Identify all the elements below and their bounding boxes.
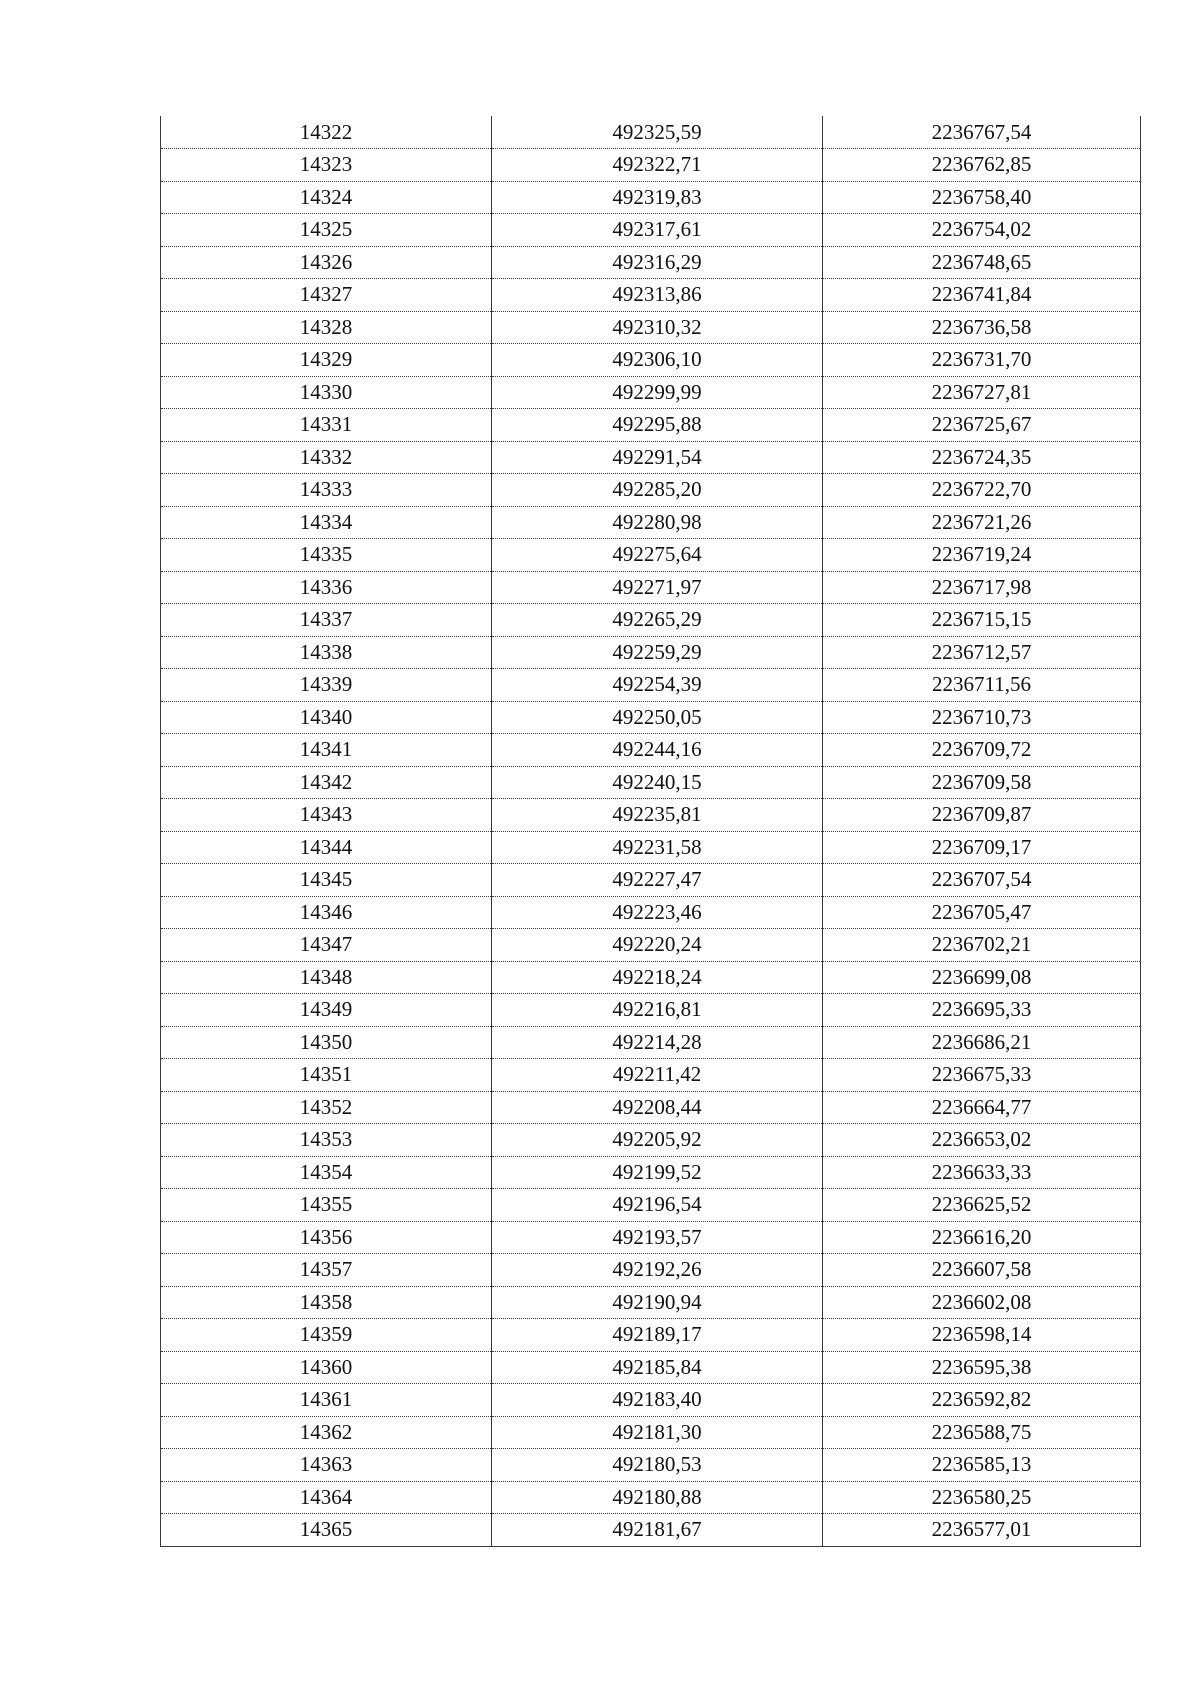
y-coordinate-cell: 2236598,14: [823, 1319, 1141, 1352]
point-number-cell: 14341: [161, 734, 492, 767]
point-number-cell: 14336: [161, 571, 492, 604]
x-coordinate-cell: 492235,81: [492, 799, 823, 832]
y-coordinate-cell: 2236699,08: [823, 961, 1141, 994]
table-row: [161, 1026, 1141, 1059]
y-coordinate-cell: 2236741,84: [823, 279, 1141, 312]
table-row: [161, 701, 1141, 734]
point-number-cell: 14331: [161, 409, 492, 442]
point-number-cell: 14364: [161, 1481, 492, 1514]
coordinates-table: [160, 116, 1141, 1547]
y-coordinate-cell: 2236736,58: [823, 311, 1141, 344]
point-number-cell: 14354: [161, 1156, 492, 1189]
x-coordinate-cell: 492211,42: [492, 1059, 823, 1092]
y-coordinate-cell: 2236686,21: [823, 1026, 1141, 1059]
y-coordinate-cell: 2236727,81: [823, 376, 1141, 409]
point-number-cell: 14326: [161, 246, 492, 279]
y-coordinate-cell: 2236719,24: [823, 539, 1141, 572]
x-coordinate-cell: 492240,15: [492, 766, 823, 799]
y-coordinate-cell: 2236602,08: [823, 1286, 1141, 1319]
point-number-cell: 14360: [161, 1351, 492, 1384]
y-coordinate-cell: 2236754,02: [823, 214, 1141, 247]
x-coordinate-cell: 492322,71: [492, 149, 823, 182]
x-coordinate-cell: 492218,24: [492, 961, 823, 994]
table-row: [161, 474, 1141, 507]
table-row: [161, 831, 1141, 864]
x-coordinate-cell: 492208,44: [492, 1091, 823, 1124]
point-number-cell: 14356: [161, 1221, 492, 1254]
x-coordinate-cell: 492227,47: [492, 864, 823, 897]
table-row: [161, 929, 1141, 962]
y-coordinate-cell: 2236709,72: [823, 734, 1141, 767]
point-number-cell: 14328: [161, 311, 492, 344]
y-coordinate-cell: 2236616,20: [823, 1221, 1141, 1254]
x-coordinate-cell: 492231,58: [492, 831, 823, 864]
point-number-cell: 14322: [161, 116, 492, 149]
coordinates-table-body: [161, 116, 1141, 1546]
table-row: [161, 1351, 1141, 1384]
x-coordinate-cell: 492181,67: [492, 1514, 823, 1547]
y-coordinate-cell: 2236653,02: [823, 1124, 1141, 1157]
y-coordinate-cell: 2236725,67: [823, 409, 1141, 442]
x-coordinate-cell: 492319,83: [492, 181, 823, 214]
y-coordinate-cell: 2236707,54: [823, 864, 1141, 897]
table-row: [161, 1254, 1141, 1287]
point-number-cell: 14361: [161, 1384, 492, 1417]
point-number-cell: 14339: [161, 669, 492, 702]
point-number-cell: 14358: [161, 1286, 492, 1319]
x-coordinate-cell: 492325,59: [492, 116, 823, 149]
table-row: [161, 571, 1141, 604]
x-coordinate-cell: 492259,29: [492, 636, 823, 669]
point-number-cell: 14327: [161, 279, 492, 312]
y-coordinate-cell: 2236705,47: [823, 896, 1141, 929]
x-coordinate-cell: 492244,16: [492, 734, 823, 767]
y-coordinate-cell: 2236664,77: [823, 1091, 1141, 1124]
y-coordinate-cell: 2236709,87: [823, 799, 1141, 832]
y-coordinate-cell: 2236709,17: [823, 831, 1141, 864]
y-coordinate-cell: 2236580,25: [823, 1481, 1141, 1514]
table-row: [161, 506, 1141, 539]
table-row: [161, 1156, 1141, 1189]
x-coordinate-cell: 492317,61: [492, 214, 823, 247]
y-coordinate-cell: 2236715,15: [823, 604, 1141, 637]
x-coordinate-cell: 492223,46: [492, 896, 823, 929]
point-number-cell: 14351: [161, 1059, 492, 1092]
y-coordinate-cell: 2236577,01: [823, 1514, 1141, 1547]
point-number-cell: 14349: [161, 994, 492, 1027]
table-row: [161, 246, 1141, 279]
x-coordinate-cell: 492214,28: [492, 1026, 823, 1059]
y-coordinate-cell: 2236717,98: [823, 571, 1141, 604]
point-number-cell: 14352: [161, 1091, 492, 1124]
point-number-cell: 14363: [161, 1449, 492, 1482]
x-coordinate-cell: 492183,40: [492, 1384, 823, 1417]
table-row: [161, 734, 1141, 767]
x-coordinate-cell: 492313,86: [492, 279, 823, 312]
x-coordinate-cell: 492192,26: [492, 1254, 823, 1287]
y-coordinate-cell: 2236675,33: [823, 1059, 1141, 1092]
table-row: [161, 1124, 1141, 1157]
y-coordinate-cell: 2236695,33: [823, 994, 1141, 1027]
x-coordinate-cell: 492271,97: [492, 571, 823, 604]
x-coordinate-cell: 492316,29: [492, 246, 823, 279]
table-row: [161, 1384, 1141, 1417]
table-row: [161, 604, 1141, 637]
point-number-cell: 14340: [161, 701, 492, 734]
point-number-cell: 14353: [161, 1124, 492, 1157]
table-row: [161, 1416, 1141, 1449]
x-coordinate-cell: 492196,54: [492, 1189, 823, 1222]
y-coordinate-cell: 2236767,54: [823, 116, 1141, 149]
x-coordinate-cell: 492193,57: [492, 1221, 823, 1254]
table-row: [161, 669, 1141, 702]
table-row: [161, 344, 1141, 377]
point-number-cell: 14329: [161, 344, 492, 377]
x-coordinate-cell: 492185,84: [492, 1351, 823, 1384]
point-number-cell: 14330: [161, 376, 492, 409]
point-number-cell: 14362: [161, 1416, 492, 1449]
y-coordinate-cell: 2236724,35: [823, 441, 1141, 474]
table-row: [161, 539, 1141, 572]
table-row: [161, 1059, 1141, 1092]
x-coordinate-cell: 492220,24: [492, 929, 823, 962]
table-row: [161, 961, 1141, 994]
y-coordinate-cell: 2236633,33: [823, 1156, 1141, 1189]
y-coordinate-cell: 2236721,26: [823, 506, 1141, 539]
table-row: [161, 441, 1141, 474]
y-coordinate-cell: 2236607,58: [823, 1254, 1141, 1287]
point-number-cell: 14348: [161, 961, 492, 994]
x-coordinate-cell: 492250,05: [492, 701, 823, 734]
y-coordinate-cell: 2236592,82: [823, 1384, 1141, 1417]
table-row: [161, 994, 1141, 1027]
point-number-cell: 14350: [161, 1026, 492, 1059]
table-row: [161, 279, 1141, 312]
table-row: [161, 311, 1141, 344]
x-coordinate-cell: 492306,10: [492, 344, 823, 377]
table-row: [161, 1221, 1141, 1254]
point-number-cell: 14325: [161, 214, 492, 247]
y-coordinate-cell: 2236731,70: [823, 344, 1141, 377]
point-number-cell: 14338: [161, 636, 492, 669]
y-coordinate-cell: 2236710,73: [823, 701, 1141, 734]
x-coordinate-cell: 492299,99: [492, 376, 823, 409]
point-number-cell: 14355: [161, 1189, 492, 1222]
y-coordinate-cell: 2236702,21: [823, 929, 1141, 962]
table-row: [161, 636, 1141, 669]
table-row: [161, 864, 1141, 897]
table-row: [161, 1319, 1141, 1352]
y-coordinate-cell: 2236762,85: [823, 149, 1141, 182]
table-row: [161, 1091, 1141, 1124]
table-row: [161, 896, 1141, 929]
table-row: [161, 214, 1141, 247]
point-number-cell: 14346: [161, 896, 492, 929]
point-number-cell: 14359: [161, 1319, 492, 1352]
table-row: [161, 1481, 1141, 1514]
x-coordinate-cell: 492310,32: [492, 311, 823, 344]
point-number-cell: 14357: [161, 1254, 492, 1287]
y-coordinate-cell: 2236711,56: [823, 669, 1141, 702]
point-number-cell: 14323: [161, 149, 492, 182]
y-coordinate-cell: 2236712,57: [823, 636, 1141, 669]
y-coordinate-cell: 2236722,70: [823, 474, 1141, 507]
x-coordinate-cell: 492180,88: [492, 1481, 823, 1514]
table-row: [161, 376, 1141, 409]
x-coordinate-cell: 492216,81: [492, 994, 823, 1027]
y-coordinate-cell: 2236625,52: [823, 1189, 1141, 1222]
y-coordinate-cell: 2236588,75: [823, 1416, 1141, 1449]
point-number-cell: 14337: [161, 604, 492, 637]
x-coordinate-cell: 492180,53: [492, 1449, 823, 1482]
table-row: [161, 1189, 1141, 1222]
y-coordinate-cell: 2236758,40: [823, 181, 1141, 214]
table-row: [161, 799, 1141, 832]
point-number-cell: 14333: [161, 474, 492, 507]
y-coordinate-cell: 2236748,65: [823, 246, 1141, 279]
point-number-cell: 14365: [161, 1514, 492, 1547]
point-number-cell: 14335: [161, 539, 492, 572]
point-number-cell: 14343: [161, 799, 492, 832]
x-coordinate-cell: 492254,39: [492, 669, 823, 702]
table-row: [161, 766, 1141, 799]
point-number-cell: 14324: [161, 181, 492, 214]
point-number-cell: 14344: [161, 831, 492, 864]
point-number-cell: 14334: [161, 506, 492, 539]
table-row: [161, 1449, 1141, 1482]
x-coordinate-cell: 492275,64: [492, 539, 823, 572]
x-coordinate-cell: 492199,52: [492, 1156, 823, 1189]
table-row: [161, 409, 1141, 442]
point-number-cell: 14345: [161, 864, 492, 897]
table-row: [161, 149, 1141, 182]
table-row: [161, 1286, 1141, 1319]
table-row: [161, 116, 1141, 149]
x-coordinate-cell: 492181,30: [492, 1416, 823, 1449]
y-coordinate-cell: 2236595,38: [823, 1351, 1141, 1384]
x-coordinate-cell: 492205,92: [492, 1124, 823, 1157]
y-coordinate-cell: 2236709,58: [823, 766, 1141, 799]
x-coordinate-cell: 492295,88: [492, 409, 823, 442]
x-coordinate-cell: 492285,20: [492, 474, 823, 507]
y-coordinate-cell: 2236585,13: [823, 1449, 1141, 1482]
x-coordinate-cell: 492190,94: [492, 1286, 823, 1319]
point-number-cell: 14342: [161, 766, 492, 799]
x-coordinate-cell: 492189,17: [492, 1319, 823, 1352]
x-coordinate-cell: 492280,98: [492, 506, 823, 539]
x-coordinate-cell: 492265,29: [492, 604, 823, 637]
point-number-cell: 14332: [161, 441, 492, 474]
table-row: [161, 1514, 1141, 1547]
x-coordinate-cell: 492291,54: [492, 441, 823, 474]
point-number-cell: 14347: [161, 929, 492, 962]
table-row: [161, 181, 1141, 214]
